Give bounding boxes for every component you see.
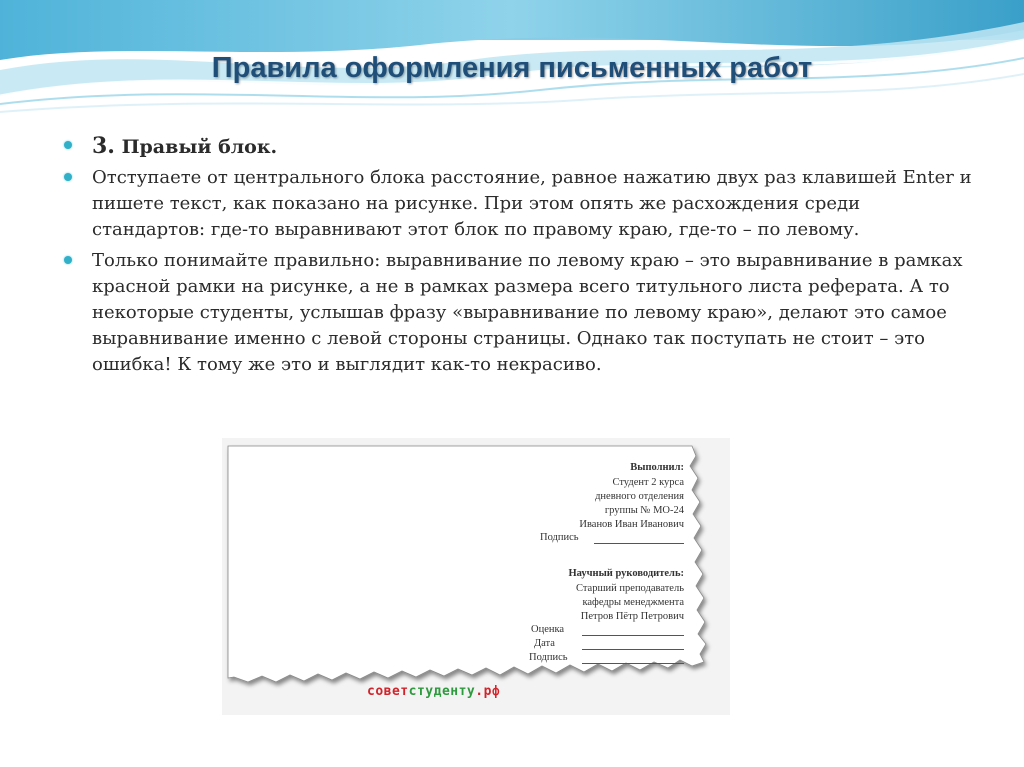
performed-heading: Выполнил: <box>630 462 684 473</box>
date-line <box>582 649 684 650</box>
bullet-item-heading <box>62 133 974 160</box>
bullet-dot-icon <box>64 141 72 149</box>
signature-label: Подпись <box>540 532 579 543</box>
signature-label-2: Подпись <box>529 652 568 663</box>
bullet-dot-icon <box>64 256 72 264</box>
student-group: группы № МО-24 <box>604 505 684 516</box>
bullet-item <box>62 165 974 243</box>
brand-part-domain: .рф <box>475 684 501 699</box>
signature-line <box>594 543 684 544</box>
bullet-list <box>62 133 974 383</box>
supervisor-heading: Научный руководитель: <box>568 568 684 579</box>
bullet-text: Отступаете от центрального блока расстояние, равное нажатию двух раз клавишей Enter и пишете текст, как показано на рисунке. При этом опять же расхождения среди стандартов: где-то выравнивают этот блок по правому краю, где-то – по левому. <box>92 167 972 240</box>
bullet-dot-icon <box>64 173 72 181</box>
bullet-item <box>62 248 974 378</box>
title-page-example-figure <box>222 438 730 715</box>
slide-title: Правила оформления письменных работ <box>211 52 813 84</box>
student-department: дневного отделения <box>595 491 684 502</box>
section-heading: Правый блок. <box>114 136 278 158</box>
supervisor-name: Петров Пётр Петрович <box>580 611 684 622</box>
brand-part-green: студенту <box>408 684 476 699</box>
supervisor-position: Старший преподаватель <box>575 583 684 594</box>
date-label: Дата <box>534 638 555 649</box>
grade-label: Оценка <box>531 624 565 635</box>
student-name: Иванов Иван Иванович <box>579 519 684 530</box>
signature-line-2 <box>582 663 684 664</box>
student-course: Студент 2 курса <box>612 477 684 488</box>
section-number: 3. <box>92 133 115 159</box>
brand-watermark <box>367 684 500 699</box>
supervisor-department: кафедры менеджмента <box>582 597 684 608</box>
bullet-text: Только понимайте правильно: выравнивание по левому краю – это выравнивание в рамках красной рамки на рисунке, а не в рамках размера всего титульного листа реферата. А то некоторые студенты, услышав фразу «выравнивание по левому краю», делают это самое выравнивание именно с левой стороны страницы. Однако так поступать не стоит – это ошибка! К тому же это и выглядит как-то некрасиво. <box>92 250 963 375</box>
grade-line <box>582 635 684 636</box>
brand-part-red: совет <box>367 684 409 699</box>
